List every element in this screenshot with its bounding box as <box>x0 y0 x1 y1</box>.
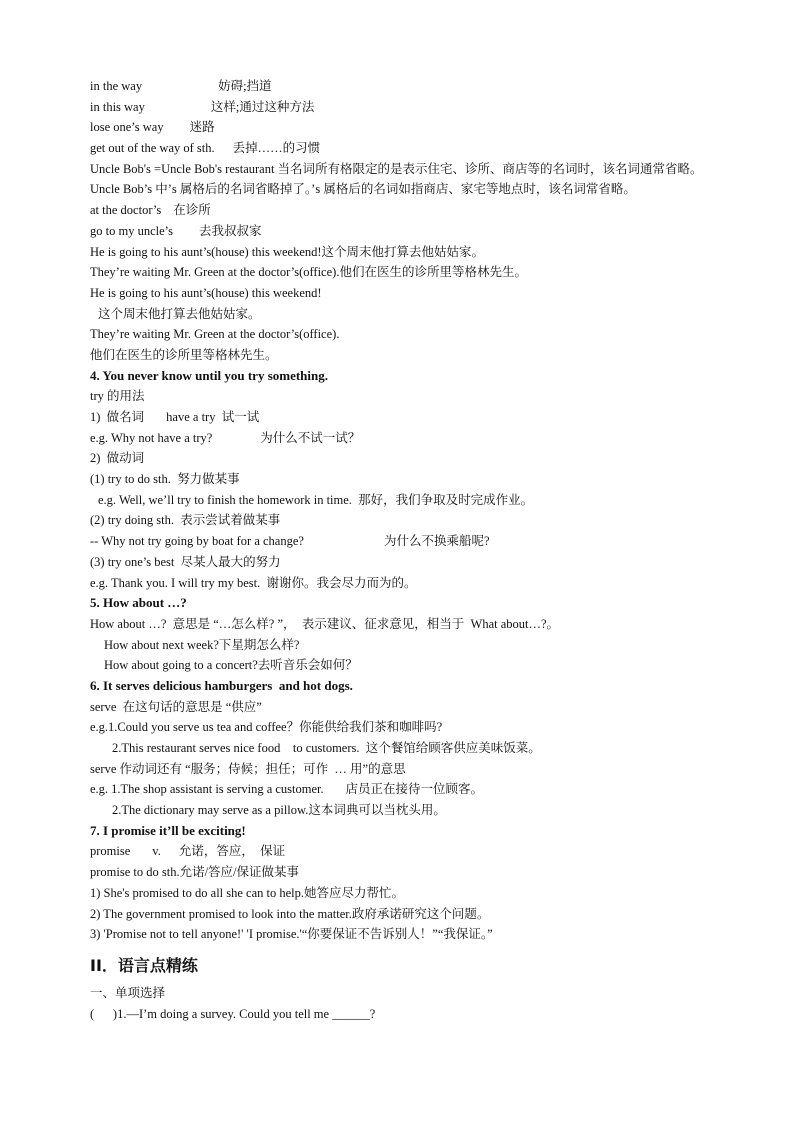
text-line: 2.The dictionary may serve as a pillow.这本词典可以当枕头用。 <box>112 803 446 818</box>
heading-item: 5. How about …? <box>90 595 187 611</box>
text-line: e.g. Thank you. I will try my best. 谢谢你。我会尽力而为的。 <box>90 575 417 590</box>
text-line: They’re waiting Mr. Green at the doctor’s(office).他们在医生的诊所里等格林先生。 <box>90 265 527 280</box>
text-line: How about …? 意思是 “…怎么样? ”， 表示建议、征求意见，相当于 What about…?。 <box>90 616 560 631</box>
text-line: How about going to a concert?去听音乐会如何？ <box>104 658 358 673</box>
text-line: 2) The government promised to look into the matter.政府承诺研究这个问题。 <box>90 906 490 921</box>
text-line: -- Why not try going by boat for a change? 为什么不换乘船呢? <box>90 534 490 549</box>
text-line: e.g. Well, we’ll try to finish the homework in time. 那好，我们争取及时完成作业。 <box>98 492 534 507</box>
heading-item: 6. It serves delicious hamburgers and hot dogs. <box>90 677 353 693</box>
text-line: serve 在这句话的意思是 “供应” <box>90 699 262 714</box>
text-line: He is going to his aunt’s(house) this weekend!这个周末他打算去他姑姑家。 <box>90 244 485 259</box>
heading-item: 7. I promise it’ll be exciting! <box>90 822 246 838</box>
text-line: 2.This restaurant serves nice food to customers. 这个餐馆给顾客供应美味饭菜。 <box>112 741 541 756</box>
text-line: try 的用法 <box>90 389 145 404</box>
text-line: He is going to his aunt’s(house) this weekend! <box>90 285 322 300</box>
question-item: ( )1.—I’m doing a survey. Could you tell me ______? <box>90 1006 376 1021</box>
heading-item: 4. You never know until you try something. <box>90 367 328 383</box>
text-line: get out of the way of sth. 丢掉……的习惯 <box>90 141 321 156</box>
text-line: promise to do sth.允诺/答应/保证做某事 <box>90 865 300 880</box>
text-line: go to my uncle’s 去我叔叔家 <box>90 223 262 238</box>
text-line: promise v. 允诺，答应， 保证 <box>90 844 286 859</box>
text-line: lose one’s way 迷路 <box>90 120 215 135</box>
text-line: (2) try doing sth. 表示尝试着做某事 <box>90 513 281 528</box>
text-line: e.g. Why not have a try? 为什么不试一试？ <box>90 430 361 445</box>
text-line: in this way 这样;通过这种方法 <box>90 99 315 114</box>
text-line: 2) 做动词 <box>90 451 145 466</box>
text-line: 他们在医生的诊所里等格林先生。 <box>90 347 278 362</box>
text-line: 1) 做名词 have a try 试一试 <box>90 410 260 425</box>
text-line: (1) try to do sth. 努力做某事 <box>90 472 240 487</box>
text-line: serve 作动词还有 “服务；侍候；担任；可作 … 用”的意思 <box>90 761 406 776</box>
document-page <box>90 76 730 1024</box>
text-line: (3) try one’s best 尽某人最大的努力 <box>90 554 281 569</box>
text-line: in the way 妨碍;挡道 <box>90 79 272 93</box>
text-line: e.g. 1.The shop assistant is serving a customer. 店员正在接待一位顾客。 <box>90 782 484 797</box>
text-line: 3) 'Promise not to tell anyone!' 'I promise.'“你要保证不告诉别人！”“我保证。” <box>90 927 493 942</box>
text-line: 这个周末他打算去他姑姑家。 <box>98 306 261 321</box>
text-line: at the doctor’s 在诊所 <box>90 203 211 218</box>
text-paragraph: Uncle Bob's =Uncle Bob's restaurant 当名词所有格限定的是表示住宅、诊所、商店等的名词时，该名词通常省略。Uncle Bob’s 中’s 属格后的名词省略掉了。’s 属格后的名词如指商店、家宅等地点时，该名词常省略。 <box>90 161 703 197</box>
text-line: They’re waiting Mr. Green at the doctor’s(office). <box>90 327 340 342</box>
section-title: II．语言点精练 <box>90 955 198 975</box>
text-line: How about next week?下星期怎么样? <box>104 637 300 652</box>
subsection-title: 一、单项选择 <box>90 985 166 1000</box>
text-line: 1) She's promised to do all she can to help.她答应尽力帮忙。 <box>90 885 405 900</box>
text-line: e.g.1.Could you serve us tea and coffee？你能供给我们茶和咖啡吗? <box>90 720 443 735</box>
